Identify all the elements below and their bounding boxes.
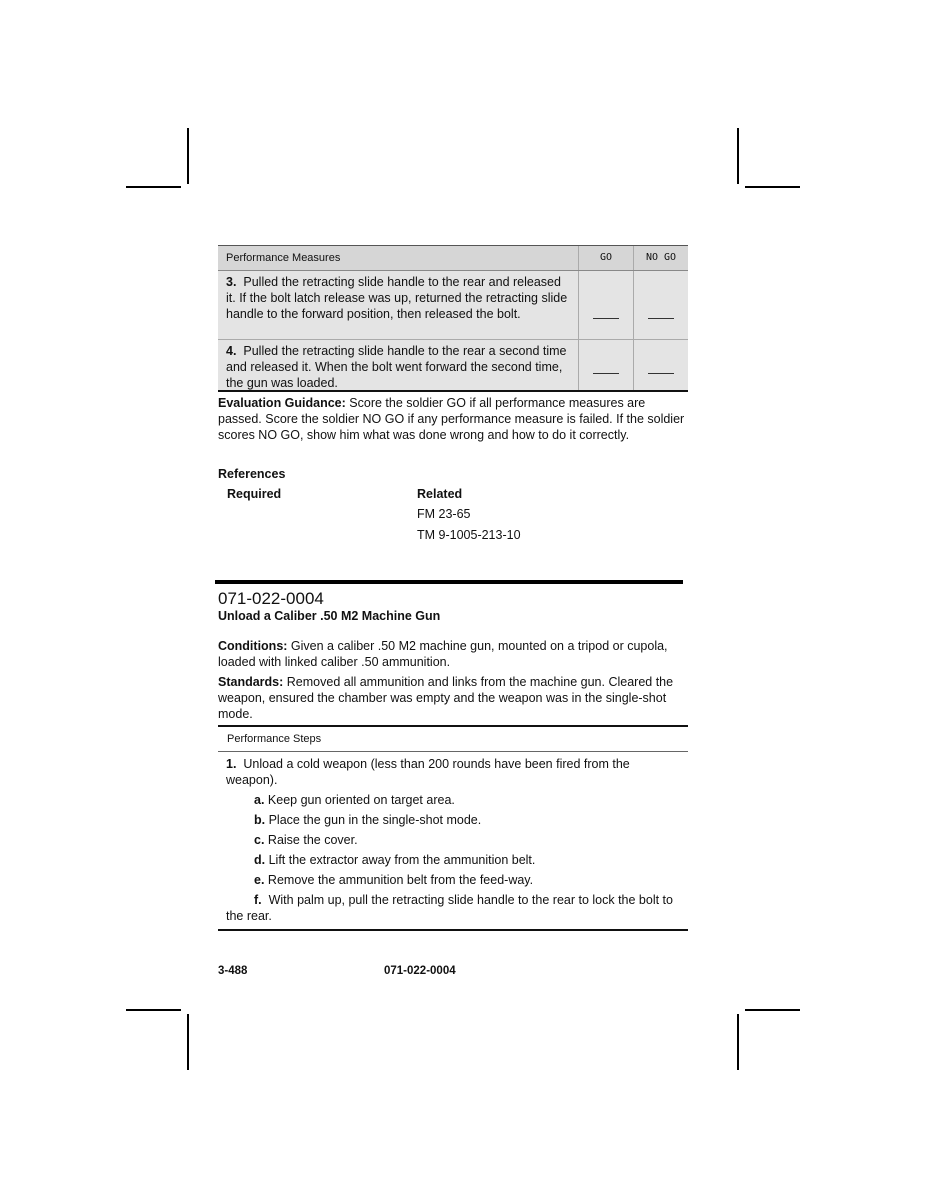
list-item bbox=[254, 873, 533, 887]
measure-number: 4. bbox=[226, 344, 237, 358]
task-title: Unload a Caliber .50 M2 Machine Gun bbox=[218, 609, 441, 623]
footer-task-number: 071-022-0004 bbox=[384, 965, 456, 977]
no-go-header: NO GO bbox=[633, 246, 688, 270]
list-item bbox=[254, 793, 455, 807]
conditions bbox=[218, 638, 688, 670]
evaluation-guidance bbox=[218, 395, 688, 443]
related-label: Related bbox=[417, 487, 463, 501]
task-divider bbox=[215, 580, 683, 584]
crop-mark-bottom-right-h bbox=[745, 1009, 800, 1011]
step-text: Lift the extractor away from the ammunition belt. bbox=[268, 853, 536, 867]
no-go-cell bbox=[633, 271, 688, 339]
performance-measures-table bbox=[218, 245, 688, 392]
conditions-label: Conditions: bbox=[218, 639, 288, 653]
measures-header: Performance Measures bbox=[226, 252, 341, 264]
go-cell bbox=[578, 271, 633, 339]
step-text: With palm up, pull the retracting slide handle to the rear to lock the bolt to the rear. bbox=[226, 893, 673, 923]
list-item bbox=[226, 893, 676, 924]
performance-steps-header: Performance Steps bbox=[218, 727, 688, 752]
related-reference: TM 9-1005-213-10 bbox=[417, 528, 521, 542]
step-text: Unload a cold weapon (less than 200 rounds have been fired from the weapon). bbox=[226, 757, 630, 787]
go-header: GO bbox=[578, 246, 633, 270]
step-main bbox=[226, 757, 680, 788]
performance-steps-body bbox=[218, 752, 688, 929]
performance-steps-table bbox=[218, 725, 688, 931]
measure-description: Pulled the retracting slide handle to the rear and released it. If the bolt latch release was up, returned the retracting slide handle to the forward position, then released the bolt. bbox=[226, 275, 568, 321]
standards bbox=[218, 674, 688, 722]
list-item bbox=[254, 853, 535, 867]
crop-mark-bottom-right-v bbox=[737, 1014, 739, 1070]
standards-label: Standards: bbox=[218, 675, 284, 689]
evaluation-label: Evaluation Guidance: bbox=[218, 396, 346, 410]
go-cell bbox=[578, 340, 633, 390]
go-blank-line bbox=[593, 373, 619, 374]
crop-mark-top-right-h bbox=[745, 186, 800, 188]
no-go-blank-line bbox=[648, 318, 674, 319]
step-letter: c. bbox=[254, 833, 265, 847]
table-header bbox=[218, 246, 688, 271]
no-go-cell bbox=[633, 340, 688, 390]
references-title: References bbox=[218, 467, 286, 481]
go-blank-line bbox=[593, 318, 619, 319]
step-number: 1. bbox=[226, 757, 237, 771]
step-text: Remove the ammunition belt from the feed-way. bbox=[267, 873, 534, 887]
no-go-blank-line bbox=[648, 373, 674, 374]
step-letter: a. bbox=[254, 793, 265, 807]
task-number: 071-022-0004 bbox=[218, 589, 324, 608]
crop-mark-top-left-h bbox=[126, 186, 181, 188]
crop-mark-top-left-v bbox=[187, 128, 189, 184]
list-item bbox=[254, 813, 481, 827]
step-letter: f. bbox=[254, 893, 262, 907]
measure-number: 3. bbox=[226, 275, 237, 289]
step-letter: d. bbox=[254, 853, 266, 867]
table-row bbox=[218, 271, 688, 340]
standards-text: Removed all ammunition and links from the machine gun. Cleared the weapon, ensured the chamber was empty and the weapon was in the single-shot mode. bbox=[218, 675, 674, 721]
related-reference: FM 23-65 bbox=[417, 507, 471, 521]
step-text: Keep gun oriented on target area. bbox=[267, 793, 455, 807]
step-letter: e. bbox=[254, 873, 265, 887]
page-number: 3-488 bbox=[218, 965, 248, 977]
step-text: Raise the cover. bbox=[267, 833, 358, 847]
step-text: Place the gun in the single-shot mode. bbox=[268, 813, 482, 827]
conditions-text: Given a caliber .50 M2 machine gun, mounted on a tripod or cupola, loaded with linked caliber .50 ammunition. bbox=[218, 639, 668, 669]
crop-mark-top-right-v bbox=[737, 128, 739, 184]
list-item bbox=[254, 833, 358, 847]
measure-description: Pulled the retracting slide handle to the rear a second time and released it. When the bolt went forward the second time, the gun was loaded. bbox=[226, 344, 567, 390]
required-label: Required bbox=[227, 487, 282, 501]
measure-text bbox=[218, 340, 578, 390]
measure-text bbox=[218, 271, 578, 339]
table-row bbox=[218, 340, 688, 390]
crop-mark-bottom-left-h bbox=[126, 1009, 181, 1011]
crop-mark-bottom-left-v bbox=[187, 1014, 189, 1070]
evaluation-text: Score the soldier GO if all performance measures are passed. Score the soldier NO GO if any performance measure is failed. If the soldier scores NO GO, show him what was done wrong and how to do it correctly. bbox=[218, 396, 685, 442]
step-letter: b. bbox=[254, 813, 266, 827]
